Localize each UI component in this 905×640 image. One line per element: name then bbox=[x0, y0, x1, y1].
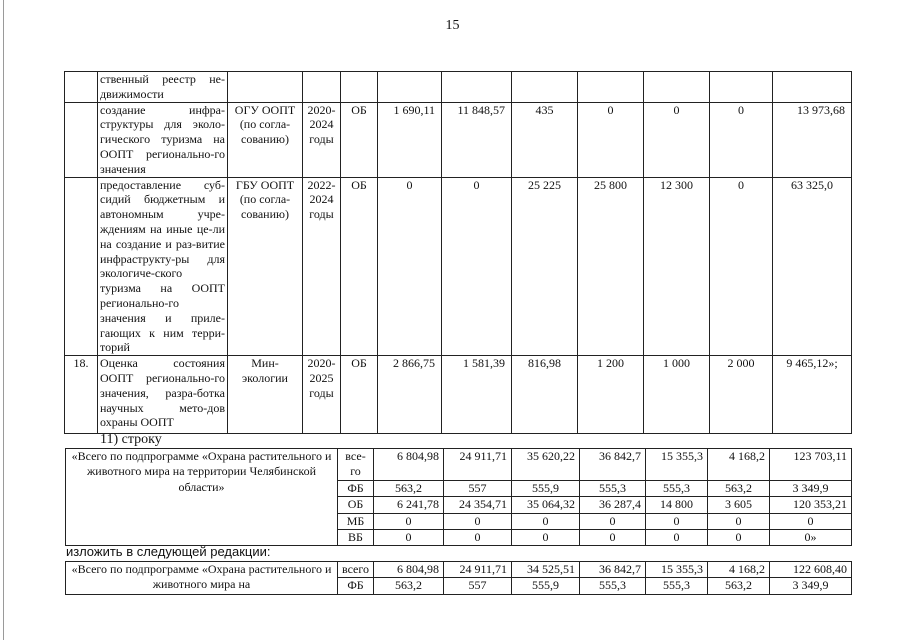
value-cell: 4 168,2 bbox=[708, 449, 770, 481]
value-cell: 2 866,75 bbox=[378, 356, 442, 434]
value-cell: 6 804,98 bbox=[374, 562, 444, 578]
row-number bbox=[65, 177, 98, 356]
value-cell: 35 064,32 bbox=[512, 497, 580, 513]
source-cell: ВБ bbox=[338, 530, 374, 546]
total-cell: 13 973,68 bbox=[773, 102, 852, 177]
value-cell: 0 bbox=[580, 513, 646, 529]
value-cell: 0 bbox=[646, 513, 708, 529]
value-cell: 24 911,71 bbox=[444, 449, 512, 481]
source-cell: ОБ bbox=[341, 177, 378, 356]
total-cell: 120 353,21 bbox=[770, 497, 852, 513]
value-cell: 0 bbox=[444, 530, 512, 546]
total-cell: 123 703,11 bbox=[770, 449, 852, 481]
value-cell: 555,3 bbox=[646, 578, 708, 594]
value-cell: 36 842,7 bbox=[580, 449, 646, 481]
table-row bbox=[66, 449, 852, 481]
value-cell bbox=[710, 72, 773, 103]
value-cell: 1 000 bbox=[644, 356, 710, 434]
value-cell: 555,3 bbox=[646, 480, 708, 496]
row-number bbox=[65, 72, 98, 103]
page-number: 15 bbox=[445, 18, 460, 33]
value-cell: 0 bbox=[512, 530, 580, 546]
value-cell: 0 bbox=[442, 177, 512, 356]
row-number bbox=[65, 102, 98, 177]
value-cell: 435 bbox=[512, 102, 578, 177]
years-cell: 2020-2024 годы bbox=[303, 102, 341, 177]
total-cell: 3 349,9 bbox=[770, 578, 852, 594]
value-cell: 15 355,3 bbox=[646, 449, 708, 481]
page-edge-line bbox=[3, 0, 4, 640]
section-label-stroku: 11) строку bbox=[100, 432, 162, 447]
measure-description: Оценка состояния ООПТ регионально-го значения, разра-ботка научных мето-дов охраны ООПТ bbox=[98, 356, 228, 434]
total-cell: 3 349,9 bbox=[770, 480, 852, 496]
measure-description: создание инфра-структуры для эколо-гического туризма на ООПТ регионально-го значения bbox=[98, 102, 228, 177]
value-cell: 555,9 bbox=[512, 480, 580, 496]
table-row bbox=[65, 177, 852, 356]
table-row bbox=[65, 356, 852, 434]
value-cell: 0 bbox=[708, 530, 770, 546]
value-cell: 0 bbox=[374, 530, 444, 546]
value-cell: 0 bbox=[378, 177, 442, 356]
value-cell: 563,2 bbox=[708, 480, 770, 496]
source-cell: ОБ bbox=[338, 497, 374, 513]
value-cell: 0 bbox=[646, 530, 708, 546]
years-cell: 2020-2025 годы bbox=[303, 356, 341, 434]
value-cell: 555,3 bbox=[580, 480, 646, 496]
value-cell: 563,2 bbox=[708, 578, 770, 594]
value-cell: 563,2 bbox=[374, 578, 444, 594]
measure-description: ственный реестр не-движимости bbox=[98, 72, 228, 103]
value-cell: 2 000 bbox=[710, 356, 773, 434]
value-cell: 6 804,98 bbox=[374, 449, 444, 481]
total-cell bbox=[773, 72, 852, 103]
value-cell: 1 581,39 bbox=[442, 356, 512, 434]
value-cell: 563,2 bbox=[374, 480, 444, 496]
value-cell: 3 605 bbox=[708, 497, 770, 513]
total-cell: 63 325,0 bbox=[773, 177, 852, 356]
value-cell: 36 842,7 bbox=[580, 562, 646, 578]
value-cell: 0 bbox=[512, 513, 580, 529]
value-cell: 6 241,78 bbox=[374, 497, 444, 513]
value-cell: 557 bbox=[444, 480, 512, 496]
value-cell bbox=[512, 72, 578, 103]
value-cell: 36 287,4 bbox=[580, 497, 646, 513]
old-total-table bbox=[65, 448, 852, 546]
executor-cell: ОГУ ООПТ (по согла-сованию) bbox=[228, 102, 303, 177]
table-row bbox=[65, 102, 852, 177]
value-cell: 555,3 bbox=[580, 578, 646, 594]
value-cell: 24 911,71 bbox=[444, 562, 512, 578]
program-measures-table bbox=[64, 71, 852, 434]
value-cell: 816,98 bbox=[512, 356, 578, 434]
value-cell: 25 800 bbox=[578, 177, 644, 356]
value-cell: 1 200 bbox=[578, 356, 644, 434]
value-cell: 25 225 bbox=[512, 177, 578, 356]
value-cell bbox=[644, 72, 710, 103]
value-cell: 24 354,71 bbox=[444, 497, 512, 513]
executor-cell: ГБУ ООПТ (по согла-сованию) bbox=[228, 177, 303, 356]
value-cell: 0 bbox=[444, 513, 512, 529]
value-cell: 34 525,51 bbox=[512, 562, 580, 578]
total-cell: 0» bbox=[770, 530, 852, 546]
source-cell: ОБ bbox=[341, 356, 378, 434]
subprogram-title: «Всего по подпрограмме «Охрана растительного и животного мира на территории Челябинской области» bbox=[66, 449, 338, 546]
source-cell: все-го bbox=[338, 449, 374, 481]
value-cell: 35 620,22 bbox=[512, 449, 580, 481]
value-cell: 0 bbox=[374, 513, 444, 529]
value-cell bbox=[378, 72, 442, 103]
years-cell bbox=[303, 72, 341, 103]
value-cell: 11 848,57 bbox=[442, 102, 512, 177]
subprogram-title: «Всего по подпрограмме «Охрана растительного и животного мира на bbox=[66, 562, 338, 595]
executor-cell: Мин-экологии bbox=[228, 356, 303, 434]
total-cell: 9 465,12»; bbox=[773, 356, 852, 434]
value-cell bbox=[442, 72, 512, 103]
value-cell: 0 bbox=[710, 102, 773, 177]
source-cell bbox=[341, 72, 378, 103]
source-cell: всего bbox=[338, 562, 374, 578]
table-row bbox=[66, 562, 852, 578]
source-cell: ФБ bbox=[338, 578, 374, 594]
value-cell: 0 bbox=[710, 177, 773, 356]
value-cell: 1 690,11 bbox=[378, 102, 442, 177]
measure-description: предоставление суб-сидий бюджетным и автономным учре-ждениям на иные це-ли на создание и раз-витие инфраструкту-ры для экологиче-ского туризма на ООПТ регионально-го значения и приле-гающих к ним терри-торий bbox=[98, 177, 228, 356]
source-cell: ОБ bbox=[341, 102, 378, 177]
value-cell: 14 800 bbox=[646, 497, 708, 513]
value-cell: 0 bbox=[580, 530, 646, 546]
value-cell: 4 168,2 bbox=[708, 562, 770, 578]
value-cell: 15 355,3 bbox=[646, 562, 708, 578]
row-number: 18. bbox=[65, 356, 98, 434]
new-total-table bbox=[65, 561, 852, 595]
value-cell: 0 bbox=[708, 513, 770, 529]
value-cell: 557 bbox=[444, 578, 512, 594]
value-cell: 555,9 bbox=[512, 578, 580, 594]
value-cell bbox=[578, 72, 644, 103]
table-row bbox=[65, 72, 852, 103]
total-cell: 0 bbox=[770, 513, 852, 529]
source-cell: ФБ bbox=[338, 480, 374, 496]
value-cell: 0 bbox=[644, 102, 710, 177]
value-cell: 12 300 bbox=[644, 177, 710, 356]
total-cell: 122 608,40 bbox=[770, 562, 852, 578]
section-label-izlozhit: изложить в следующей редакции: bbox=[66, 544, 271, 559]
years-cell: 2022-2024 годы bbox=[303, 177, 341, 356]
executor-cell bbox=[228, 72, 303, 103]
source-cell: МБ bbox=[338, 513, 374, 529]
value-cell: 0 bbox=[578, 102, 644, 177]
